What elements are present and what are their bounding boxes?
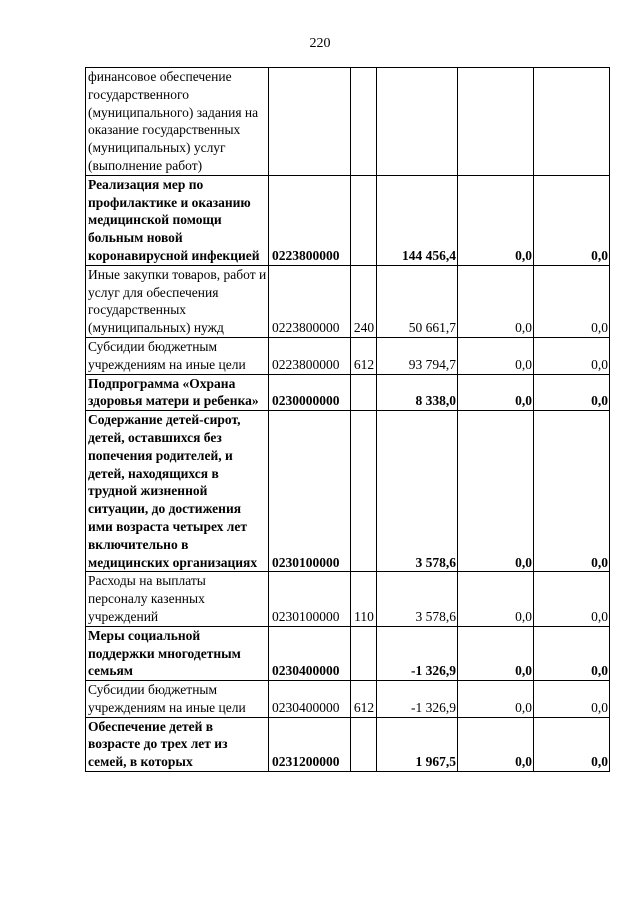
- row-expense-type-cell: [351, 411, 377, 572]
- row-code-cell: 0231200000: [269, 717, 351, 771]
- row-value-3-cell: [534, 68, 610, 176]
- row-amount-cell: -1 326,9: [377, 681, 458, 718]
- row-expense-type-cell: 612: [351, 681, 377, 718]
- row-value-2-cell: [458, 68, 534, 176]
- table-row: [86, 411, 610, 572]
- row-amount-cell: 8 338,0: [377, 374, 458, 411]
- row-amount-cell: 1 967,5: [377, 717, 458, 771]
- row-value-3-cell: 0,0: [534, 626, 610, 680]
- row-value-2-cell: 0,0: [458, 626, 534, 680]
- row-value-3-cell: 0,0: [534, 175, 610, 265]
- row-code-cell: 0230100000: [269, 411, 351, 572]
- table-row: [86, 175, 610, 265]
- row-value-2-cell: 0,0: [458, 681, 534, 718]
- table-row: [86, 717, 610, 771]
- row-name-cell: Реализация мер по профилактике и оказанию медицинской помощи больным новой коронавирусной инфекцией: [86, 175, 269, 265]
- row-value-3-cell: 0,0: [534, 374, 610, 411]
- row-value-3-cell: 0,0: [534, 572, 610, 626]
- row-value-3-cell: 0,0: [534, 337, 610, 374]
- row-expense-type-cell: [351, 374, 377, 411]
- row-amount-cell: 3 578,6: [377, 411, 458, 572]
- row-value-2-cell: 0,0: [458, 717, 534, 771]
- row-expense-type-cell: 240: [351, 265, 377, 337]
- row-name-cell: Подпрограмма «Охрана здоровья матери и ребенка»: [86, 374, 269, 411]
- row-amount-cell: 3 578,6: [377, 572, 458, 626]
- row-expense-type-cell: [351, 68, 377, 176]
- row-value-2-cell: 0,0: [458, 374, 534, 411]
- row-value-2-cell: 0,0: [458, 411, 534, 572]
- row-expense-type-cell: 612: [351, 337, 377, 374]
- row-name-cell: Иные закупки товаров, работ и услуг для обеспечения государственных (муниципальных) нужд: [86, 265, 269, 337]
- table-row: [86, 572, 610, 626]
- row-code-cell: [269, 68, 351, 176]
- row-value-3-cell: 0,0: [534, 265, 610, 337]
- row-expense-type-cell: [351, 626, 377, 680]
- row-name-cell: Обеспечение детей в возрасте до трех лет из семей, в которых: [86, 717, 269, 771]
- table-row: [86, 68, 610, 176]
- table-row: [86, 626, 610, 680]
- row-name-cell: Расходы на выплаты персоналу казенных учреждений: [86, 572, 269, 626]
- row-code-cell: 0223800000: [269, 265, 351, 337]
- row-value-3-cell: 0,0: [534, 411, 610, 572]
- row-code-cell: 0230000000: [269, 374, 351, 411]
- table-row: [86, 374, 610, 411]
- row-code-cell: 0223800000: [269, 175, 351, 265]
- row-code-cell: 0223800000: [269, 337, 351, 374]
- row-amount-cell: 93 794,7: [377, 337, 458, 374]
- row-name-cell: Меры социальной поддержки многодетным семьям: [86, 626, 269, 680]
- page-number: 220: [309, 36, 331, 51]
- row-expense-type-cell: [351, 717, 377, 771]
- row-code-cell: 0230100000: [269, 572, 351, 626]
- row-expense-type-cell: 110: [351, 572, 377, 626]
- row-value-3-cell: 0,0: [534, 681, 610, 718]
- row-value-2-cell: 0,0: [458, 572, 534, 626]
- row-value-2-cell: 0,0: [458, 175, 534, 265]
- row-code-cell: 0230400000: [269, 681, 351, 718]
- row-amount-cell: 50 661,7: [377, 265, 458, 337]
- row-value-2-cell: 0,0: [458, 265, 534, 337]
- row-name-cell: Субсидии бюджетным учреждениям на иные цели: [86, 337, 269, 374]
- budget-table: [85, 67, 610, 772]
- row-code-cell: 0230400000: [269, 626, 351, 680]
- row-name-cell: финансовое обеспечение государственного (муниципального) задания на оказание государственных (муниципальных) услуг (выполнение работ): [86, 68, 269, 176]
- row-value-3-cell: 0,0: [534, 717, 610, 771]
- table-row: [86, 265, 610, 337]
- row-amount-cell: 144 456,4: [377, 175, 458, 265]
- row-expense-type-cell: [351, 175, 377, 265]
- row-name-cell: Содержание детей-сирот, детей, оставшихся без попечения родителей, и детей, находящихся в трудной жизненной ситуации, до достижения ими возраста четырех лет включительно в медицинских организациях: [86, 411, 269, 572]
- table-row: [86, 337, 610, 374]
- row-name-cell: Субсидии бюджетным учреждениям на иные цели: [86, 681, 269, 718]
- table-row: [86, 681, 610, 718]
- budget-table-body: [86, 68, 610, 772]
- row-amount-cell: [377, 68, 458, 176]
- row-value-2-cell: 0,0: [458, 337, 534, 374]
- row-amount-cell: -1 326,9: [377, 626, 458, 680]
